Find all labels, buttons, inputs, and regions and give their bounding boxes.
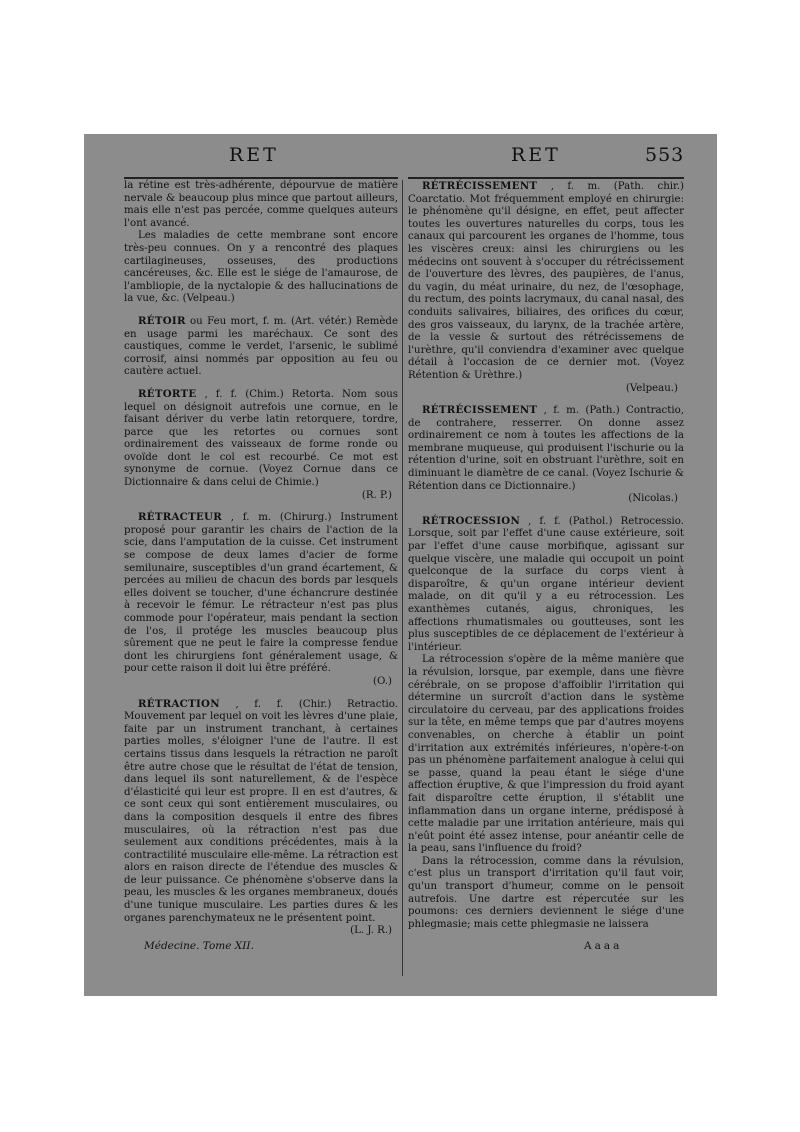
signature-mark: Aaaa [584, 940, 623, 952]
volume-footer: Médecine. Tome XII. [144, 940, 254, 952]
header-rule-right [408, 177, 684, 179]
dictionary-entry [408, 180, 684, 383]
dictionary-entry [124, 315, 398, 379]
dictionary-entry [124, 698, 398, 926]
entry-headword: RÉTRACTION [138, 697, 220, 710]
entry-body: , f. f. (Chim.) Retorta. Nom sous lequel on désignoit autrefois une cornue, en le faisant dériver du verbe latin retorquere, tordre, parce que les retortes ou cornues sont ordinairement des vaisseaux de forme ronde ou ovoïde dont le col est recourbé. Ce mot est synonyme de cornue. (Voyez Cornue dans ce Dictionnaire & dans celui de Chimie.) [124, 388, 398, 489]
continued-paragraph: la rétine est très-adhérente, dépourvue de matière nervale & beaucoup plus mince que partout ailleurs, mais elle n'est pas percée, comme quelques auteurs l'ont avancé. [124, 180, 398, 229]
entry-body: , f. m. (Path. chir.) Coarctatio. Mot fréquemment employé en chirurgie: le phénomène qu'il désigne, en effet, peut affecter toutes les ouvertures naturelles du corps, tous les canaux qui parcourent les organes de l'homme, tous les viscères creux: ainsi les chirurgiens ou les médecins ont souvent à s'occuper du rétrécissement de l'ouverture des lèvres, des paupières, de l'anus, du vagin, du méat urinaire, du nez, de l'œsophage, du rectum, des points lacrymaux, du canal nasal, des conduits salivaires, biliaires, des orifices du cœur, des gros vaisseaux, du larynx, de la trachée artère, de la vessie & surtout des rétrécissemens de l'urèthre, qu'il conviendra d'examiner avec quelque détail à l'occasion de ce dernier mot. (Voyez Rétention & Urèthre.) [408, 181, 684, 381]
entry-headword: RÉTROCESSION [422, 514, 521, 527]
dictionary-entry [408, 404, 684, 493]
author-signature: (Nicolas.) [628, 493, 678, 505]
page-scan [84, 134, 717, 996]
entry-body: , f. f. (Chir.) Retractio. Mouvement par lequel on voit les lèvres d'une plaie, faite par un instrument tranchant, à certaines parties molles, s'éloigner l'une de l'autre. Il est certains tissus dans lesquels la rétraction ne paroît être autre chose que le résultat de l'état de tension, dans lequel ils sont naturellement, & de l'espèce d'élasticité qui leur est propre. Il en est d'autres, & ce sont ceux qui sont entièrement musculaires, ou dans la composition desquels il entre des fibres musculaires, où la rétraction n'est pas due seulement aux conditions précédentes, mais à la contractilité musculaire elle-même. La rétraction est alors en raison directe de l'étendue des muscles & de leur puissance. Ce phénomène s'observe dans la peau, les muscles & les organes membraneux, doués d'une tunique musculaire. Les parties dures & les organes parenchymateux ne le présentent point. [124, 698, 398, 924]
dictionary-entry [124, 388, 398, 490]
entry-headword: RÉTOIR [138, 314, 186, 327]
dictionary-entry [124, 511, 398, 676]
right-column [408, 180, 684, 931]
body-paragraph: Les maladies de cette membrane sont encore très-peu connues. On y a rencontré des plaques cartilagineuses, osseuses, des productions cancéreuses, &c. Elle est le siége de l'amaurose, de l'ambliopie, de la nyctalopie & des hallucinations de la vue, &c. (Velpeau.) [124, 230, 398, 305]
entry-body: , f. m. (Chirurg.) Instrument proposé pour garantir les chairs de l'action de la scie, dans l'amputation de la cuisse. Cet instrument se compose de deux lames d'acier de forme semilunaire, susceptibles d'un grand écartement, & percées au milieu de chacun des bords par lesquels elles doivent se toucher, d'une échancrure destinée à recevoir le fémur. Le rétracteur n'est pas plus commode pour l'opérateur, mais pendant la section de l'os, il protége les muscles beaucoup plus sûrement que ne peut le faire la compresse fendue dont les chirurgiens font généralement usage, & pour cette raison il doit lui être préféré. [124, 512, 398, 675]
body-paragraph: Dans la rétrocession, comme dans la révulsion, c'est plus un transport d'irritation qu'il faut voir, qu'un transport d'humeur, comme on le pensoit autrefois. Une dartre est répercutée sur les poumons: ces derniers deviennent le siége d'une phlegmasie; mais cette phlegmasie ne laissera [408, 855, 684, 930]
entry-headword: RÉTRÉCISSEMENT [422, 404, 538, 417]
entry-headword: RÉTRACTEUR [138, 511, 222, 524]
entry-body: , f. f. (Pathol.) Retrocessio. Lorsque, soit par l'effet d'une cause extérieure, soit par l'effet d'une cause morbifique, agissant sur quelque viscère, une maladie qui occupoit un point quelconque de la surface du corps vient à disparoître, & qu'un organe intérieur devient malade, on dit qu'il y a eu rétrocession. Les exanthèmes cutanés, aigus, chroniques, les affections rhumatismales ou goutteuses, sont les plus susceptibles de ce déplacement de l'extérieur à l'intérieur. [408, 515, 685, 653]
entry-headword: RÉTORTE [138, 387, 197, 400]
entry-headword: RÉTRÉCISSEMENT [422, 180, 538, 192]
author-signature: (O.) [373, 675, 392, 687]
page-number: 553 [645, 144, 685, 166]
entry-body: ou Feu mort, f. m. (Art. vétér.) Remède en usage parmi les maréchaux. Ce sont des caustiques, comme le verdet, l'arsenic, le sublimé corrosif, ainsi nommés par opposition au feu ou cautère actuel. [124, 315, 398, 378]
running-head-left: RET [229, 144, 279, 166]
dictionary-entry [408, 515, 684, 655]
author-signature: (L. J. R.) [350, 925, 392, 937]
header-rule-left [124, 177, 398, 179]
column-divider [402, 180, 403, 976]
entry-body: , f. m. (Path.) Contractio, de contrahere, resserrer. On donne assez ordinairement ce nom à toutes les affections de la membrane muqueuse, qui produisent l'ischurie ou la rétention d'urine, soit en obstruant l'urèthre, soit en diminuant le diamètre de ce canal. (Voyez Ischurie & Rétention dans ce Dictionnaire.) [408, 405, 684, 492]
author-signature: (R. P.) [361, 489, 392, 501]
author-signature: (Velpeau.) [625, 382, 678, 394]
body-paragraph: La rétrocession s'opère de la même manière que la révulsion, lorsque, par exemple, dans une fièvre cérébrale, on se propose d'affoiblir l'irritation qui détermine un surcroît d'action dans le système circulatoire du cerveau, par des applications froides sur la tête, en même temps que par d'autres moyens convenables, on cherche à établir un point d'irritation aux extrémités inférieures, n'opère-t-on pas un phénomène parfaitement analogue à celui qui se passe, quand la peau étant le siége d'une affection éruptive, & que l'impression du froid ayant fait disparoître cette éruption, il s'établit une inflammation dans un organe interne, prédisposé à cette maladie par une irritation antérieure, mais qui n'eût point été assez intense, pour anéantir celle de la peau, sans l'influence du froid? [408, 654, 684, 855]
left-column [124, 180, 398, 938]
running-head-right: RET [511, 144, 561, 166]
